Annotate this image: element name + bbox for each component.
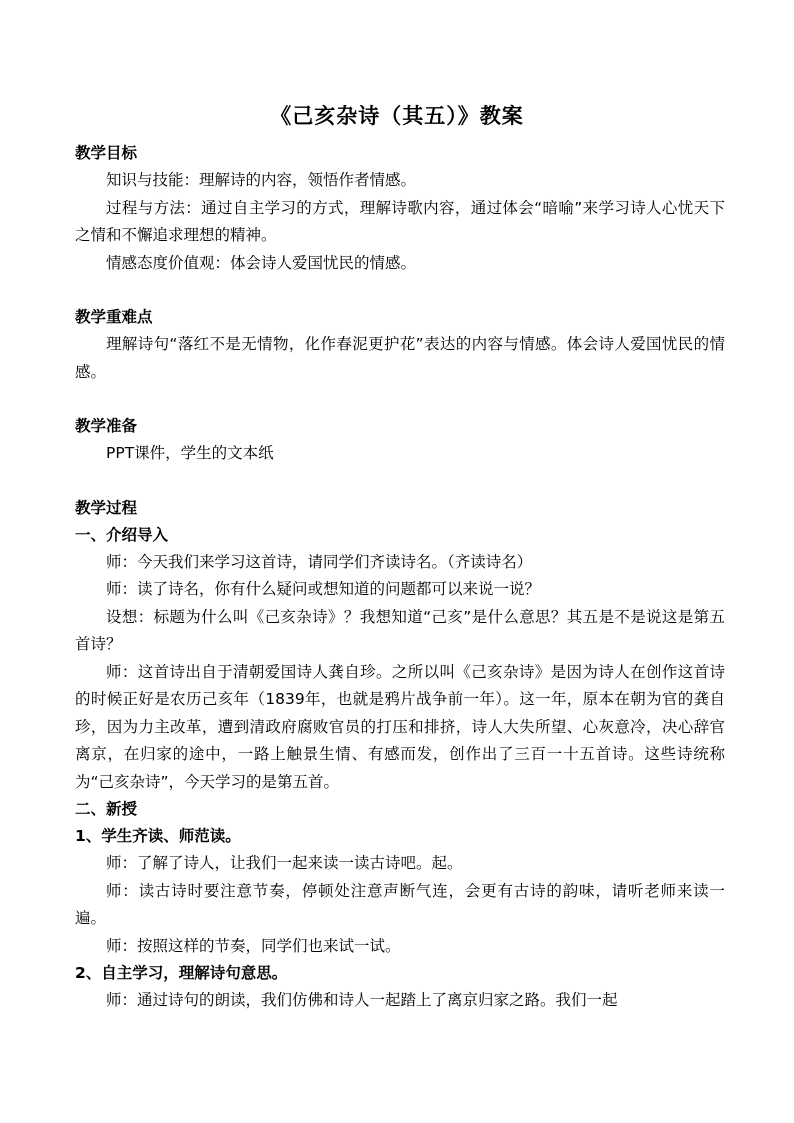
- section-heading-process: 教学过程: [75, 498, 138, 517]
- paragraph: 情感态度价值观：体会诗人爱国忧民的情感。: [106, 253, 417, 272]
- paragraph: 师：读古诗时要注意节奏，停顿处注意声断气连，会更有古诗的韵味，请听老师来读一遍。: [75, 881, 725, 927]
- step-heading-reading: 1、学生齐读、师范读。: [75, 827, 241, 845]
- paragraph: PPT课件，学生的文本纸: [106, 444, 274, 462]
- paragraph: 师：读了诗名，你有什么疑问或想知道的问题都可以来说一说？: [106, 580, 541, 598]
- paragraph: 师：今天我们来学习这首诗，请同学们齐读诗名。（齐读诗名）: [106, 552, 533, 571]
- paragraph: 师：通过诗句的朗读，我们仿佛和诗人一起踏上了离京归家之路。我们一起: [106, 991, 618, 1009]
- section-heading-key-points: 教学重难点: [75, 308, 153, 326]
- section-heading-objectives: 教学目标: [75, 144, 138, 162]
- subsection-heading-new-lesson: 二、新授: [75, 800, 138, 818]
- section-heading-preparation: 教学准备: [75, 417, 138, 435]
- paragraph: 理解诗句“落红不是无情物，化作春泥更护花”表达的内容与情感。体会诗人爱国忧民的情感。: [75, 335, 725, 381]
- paragraph: 知识与技能：理解诗的内容，领悟作者情感。: [106, 171, 417, 189]
- document-title: 《己亥杂诗（其五）》教案: [270, 104, 524, 128]
- paragraph: 师：按照这样的节奏，同学们也来试一试。: [106, 936, 401, 955]
- paragraph: 过程与方法：通过自主学习的方式，理解诗歌内容，通过体会“暗喻”来学习诗人心忧天下之情和不懈追求理想的精神。: [75, 198, 725, 244]
- subsection-heading-intro: 一、介绍导入: [75, 525, 169, 544]
- document-body: [75, 140, 725, 1015]
- paragraph: 设想：标题为什么叫《己亥杂诗》？我想知道“己亥”是什么意思？其五是不是说这是第五首诗？: [75, 607, 725, 653]
- paragraph: 师：了解了诗人，让我们一起来读一读古诗吧。起。: [106, 854, 463, 872]
- paragraph: 师：这首诗出自于清朝爱国诗人龚自珍。之所以叫《己亥杂诗》是因为诗人在创作这首诗的时候正好是农历己亥年（1839年，也就是鸦片战争前一年）。这一年，原本在朝为官的龚自珍，因为力主改革，遭到清政府腐败官员的打压和排挤，诗人大失所望、心灰意冷，决心辞官离京，在归家的途中，一路上触景生情、有感而发，创作出了三百一十五首诗。这些诗统称为“己亥杂诗”，今天学习的是第五首。: [75, 662, 725, 791]
- step-heading-self-study: 2、自主学习，理解诗句意思。: [75, 964, 288, 982]
